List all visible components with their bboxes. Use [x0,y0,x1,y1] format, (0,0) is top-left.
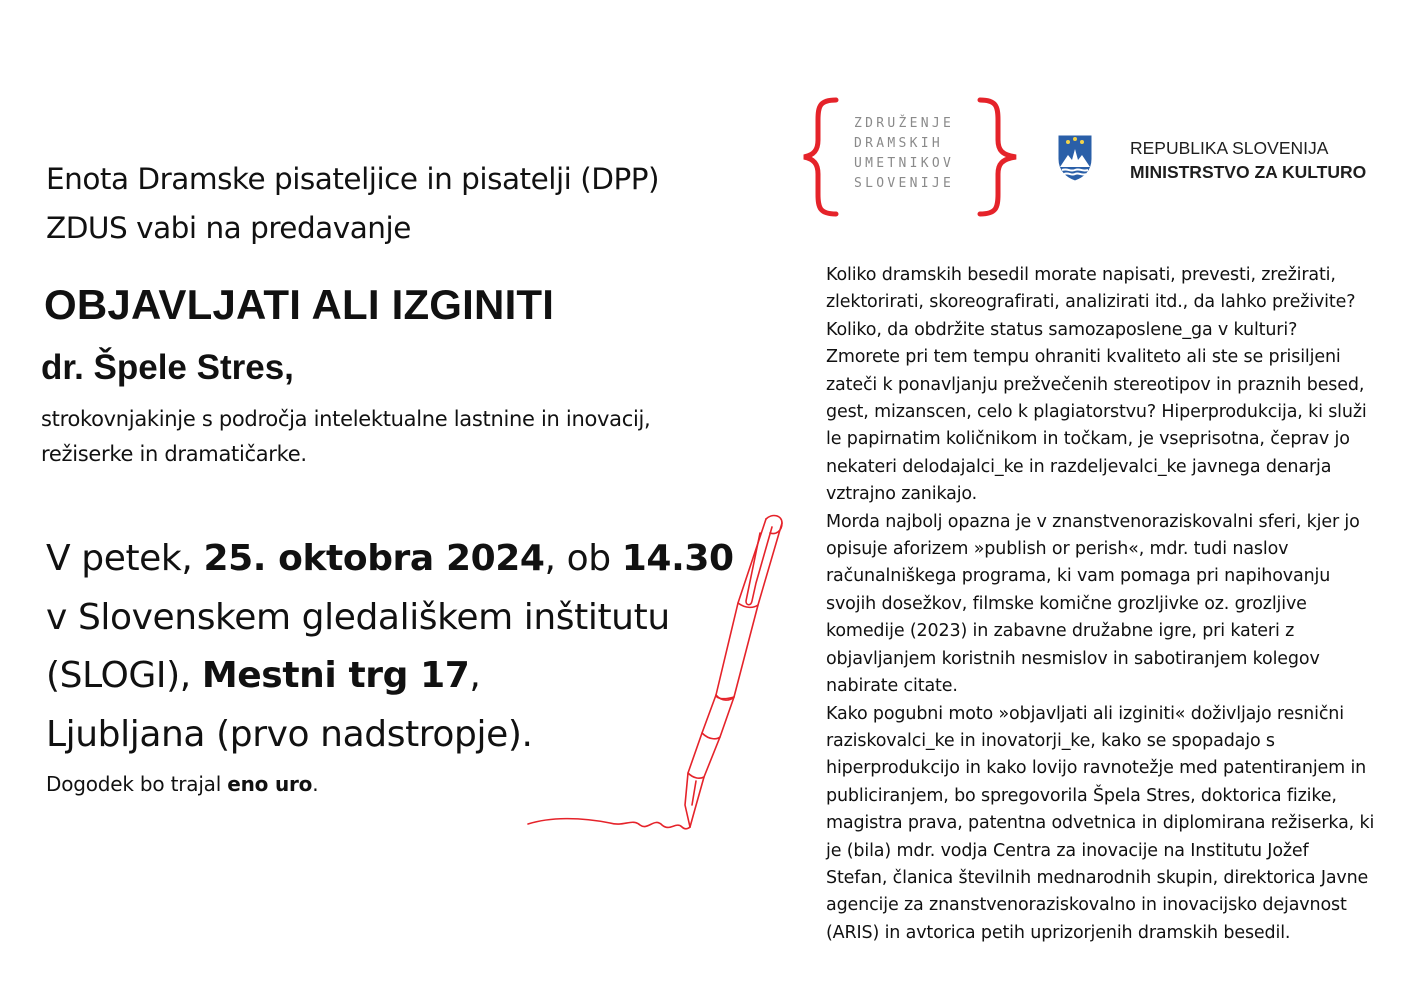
body-line: Zmorete pri tem tempu ohraniti kvaliteto ali ste se prisiljeni [826,347,1341,368]
body-line: Morda najbolj opazna je v znanstvenoraziskovalni sferi, kjer jo [826,511,1360,532]
body-line: je (bila) mdr. vodja Centra za inovacije na Institutu Jožef [826,840,1309,861]
body-line: računalniškega programa, ki vam pomaga pri napihovanju [826,566,1331,587]
body-line: opisuje aforizem »publish or perish«, mdr. tudi naslov [826,539,1289,560]
body-line: Koliko, da obdržite status samozaposlene_ga v kulturi? [826,319,1298,340]
zdus-line-2: DRAMSKIH [854,136,944,151]
body-line: Kako pogubni moto »objavljati ali izginiti« doživljajo resnični [826,703,1344,724]
event-city-line: Ljubljana (prvo nadstropje). [46,713,533,755]
body-line: vztrajno zanikajo. [826,484,978,505]
left-brace-icon [800,96,844,218]
speaker-description [41,402,650,472]
zdus-line-3: UMETNIKOV [854,156,955,171]
event-time-prefix: , ob [544,538,622,579]
duration-suffix: . [312,772,319,796]
event-venue-short: (SLOGI), [46,655,202,696]
ministry-line-2: MINISTRSTVO ZA KULTURO [1130,162,1367,182]
intro-text [46,155,659,253]
body-line: zateči k ponavljanju prežvečenih stereotipov in praznih besed, [826,374,1365,395]
body-line: Stefan, članica številnih mednarodnih skupin, direktorica Javne [826,867,1369,888]
body-line: komedije (2023) in zabavne družabne igre, pri kateri z [826,621,1295,642]
event-address: Mestni trg 17 [201,655,470,696]
body-line: nekateri delodajalci_ke in razdeljevalci_ke javnega denarja [826,456,1332,477]
event-venue-line: v Slovenskem gledališkem inštitutu [46,596,670,638]
event-duration [46,772,318,796]
lecture-title: OBJAVLJATI ALI IZGINITI [44,281,555,328]
coat-of-arms-icon [1056,133,1094,183]
body-line: Koliko dramskih besedil morate napisati, prevesti, zrežirati, [826,265,1336,285]
event-address-suffix: , [469,655,481,696]
duration-prefix: Dogodek bo trajal [46,772,228,796]
intro-line-2: ZDUS vabi na predavanje [46,211,411,245]
right-brace-icon [972,96,1022,218]
ministry-line-1: REPUBLIKA SLOVENIJA [1130,138,1329,158]
body-line: (ARIS) in avtorica petih uprizorjenih dramskih besedil. [826,922,1291,943]
body-line: gest, mizanscen, celo k plagiatorstvu? Hiperprodukcija, ki služi [826,402,1367,423]
body-line: svojih dosežkov, filmske komične grozljivke oz. grozljive [826,593,1307,614]
zdus-line-1: ZDRUŽENJE [854,116,955,131]
ministry-logo [1056,133,1376,185]
body-text [826,262,1386,947]
ministry-wordmark [1130,136,1366,184]
event-day-prefix: V petek, [46,538,204,579]
zdus-line-4: SLOVENIJE [854,176,955,191]
body-line: publiciranjem, bo spregovorila Špela Stres, doktorica fizike, [826,785,1337,806]
body-line: zlektorirati, skoreografirati, analizirati itd., da lahko preživite? [826,292,1356,313]
speaker-desc-line-1: strokovnjakinje s področja intelektualne lastnine in inovacij, [41,407,651,431]
event-date: 25. oktobra 2024 [203,538,545,579]
event-time: 14.30 [621,538,734,579]
body-line: agencije za znanstvenoraziskovalno in inovacijsko dejavnost [826,895,1347,916]
duration-value: eno uro [227,772,313,796]
speaker-desc-line-2: režiserke in dramatičarke. [41,442,307,466]
zdus-logo [800,96,1025,218]
body-line: objavljanjem koristnih nesmislov in sabotiranjem kolegov [826,648,1320,669]
speaker-name: dr. Špele Stres, [41,348,294,387]
intro-line-1: Enota Dramske pisateljice in pisatelji (DPP) [46,162,660,196]
body-line: magistra prava, patentna odvetnica in diplomirana režiserka, ki [826,813,1375,834]
pen-illustration [520,505,800,835]
body-line: le papirnatim količnikom in točkam, je vseprisotna, čeprav jo [826,429,1350,450]
zdus-wordmark [854,114,954,194]
body-line: nabirate citate. [826,676,958,697]
body-line: raziskovalci_ke in inovatorji_ke, kako se spopadajo s [826,730,1275,751]
body-line: hiperprodukcijo in kako lovijo ravnotežje med patentiranjem in [826,758,1367,779]
